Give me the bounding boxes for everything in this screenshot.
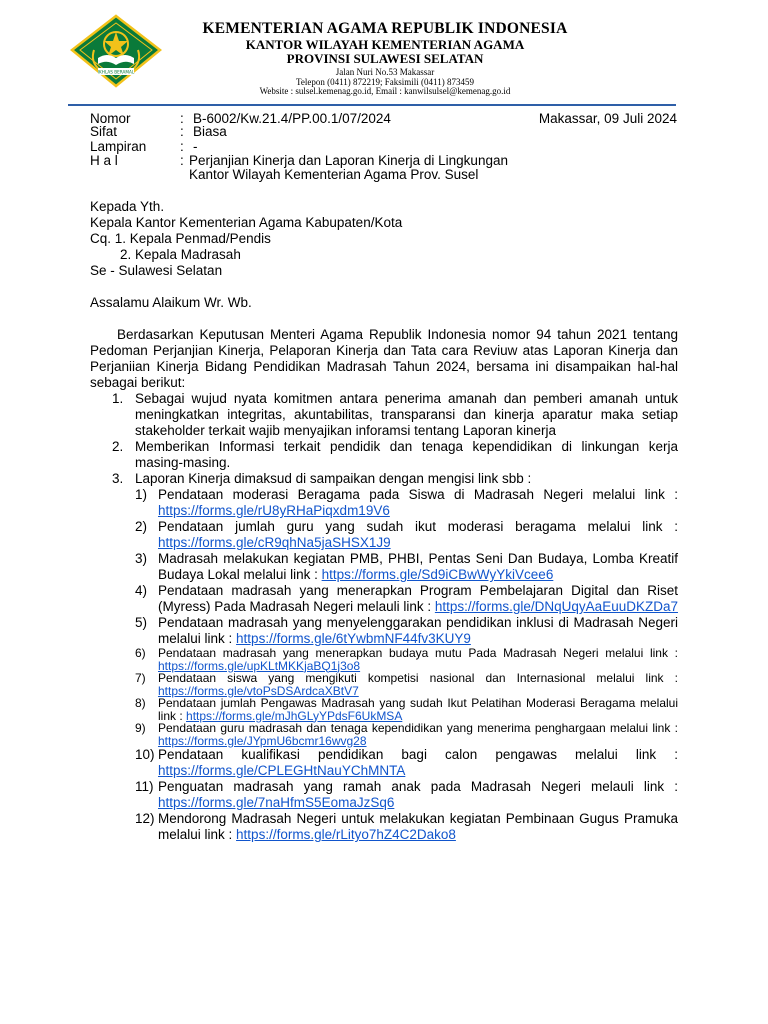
link-number: 12)	[135, 811, 155, 826]
list-item	[135, 487, 678, 519]
letterhead-divider	[68, 104, 676, 106]
letter-date: Makassar, 09 Juli 2024	[538, 111, 677, 126]
form-link[interactable]: https://forms.gle/upKLtMKKjaBQ1j3o8	[158, 658, 361, 673]
intro-paragraph: Berdasarkan Keputusan Menteri Agama Republik Indonesia nomor 94 tahun 2021 tentang Pedoman Perjanjian Kinerja, Pelaporan Kinerja dan Tata cara Reviuw atas Laporan Kinerja dan Perjaniian Kinerja Bidang Pendidikan Madrasah Tahun 2024, bersama ini disampaikan hal-hal sebagai berikut:	[90, 327, 678, 390]
link-number: 7)	[135, 671, 146, 685]
link-description: Pendataan madrasah yang menyelenggarakan pendidikan inklusi di Madrasah Negeri melalui link :	[158, 615, 678, 646]
form-link[interactable]: https://forms.gle/mJhGLyYPdsF6UkMSA	[186, 708, 403, 723]
nomor-value: B-6002/Kw.21.4/PP.00.1/07/2024	[193, 111, 391, 126]
list-item	[135, 583, 678, 615]
kemenag-logo	[70, 14, 162, 88]
list-item	[135, 551, 678, 583]
link-number: 2)	[135, 519, 148, 534]
link-description: Pendataan guru madrasah dan tenaga kependidikan yang menerima penghargaan melalui link :	[158, 721, 678, 735]
form-link[interactable]: https://forms.gle/Sd9iCBwWyYkiVcee6	[321, 567, 554, 582]
link-number: 10)	[135, 747, 155, 762]
list-item	[90, 471, 678, 843]
nomor-label: Nomor	[90, 111, 131, 126]
letterhead-ministry: KEMENTERIAN AGAMA REPUBLIK INDONESIA	[202, 20, 568, 37]
link-number: 4)	[135, 583, 148, 598]
point-text: Sebagai wujud nyata komitmen antara penerima amanah dan pemberi amanah untuk meningkatkan integritas, akuntabilitas, transparansi dan kinerja aparatur maka setiap stakeholder terkait wajib menyajikan inforamsi tentang Laporan kinerja	[135, 391, 678, 438]
form-link[interactable]: https://forms.gle/7naHfmS5EomaJzSq6	[158, 795, 395, 810]
recipient-line1: Kepada Yth.	[90, 199, 165, 214]
sifat-colon: :	[180, 124, 184, 139]
point-text: Memberikan Informasi terkait pendidik dan tenaga kependidikan di linkungan kerja masing-masing.	[135, 439, 678, 470]
point-number: 2.	[112, 439, 124, 454]
link-description: Penguatan madrasah yang ramah anak pada Madrasah Negeri melauli link :	[158, 779, 678, 794]
lampiran-label: Lampiran	[90, 139, 147, 154]
link-description: Pendataan jumlah Pengawas Madrasah yang sudah Ikut Pelatihan Moderasi Beragama melalui link :	[158, 696, 678, 723]
link-description: Madrasah melakukan kegiatan PMB, PHBI, Pentas Seni Dan Budaya, Lomba Kreatif Budaya Lokal melalui link :	[158, 551, 678, 582]
form-link[interactable]: https://forms.gle/6tYwbmNF44fv3KUY9	[236, 631, 471, 646]
list-item	[135, 672, 678, 697]
letterhead-address: Jalan Nuri No.53 Makassar	[335, 67, 435, 77]
list-item	[135, 647, 678, 672]
list-item	[135, 722, 678, 747]
points-list	[90, 391, 678, 843]
link-description: Pendataan moderasi Beragama pada Siswa di Madrasah Negeri melalui link :	[158, 487, 678, 502]
letterhead-web: Website : sulsel.kemenag.go.id, Email : kanwilsulsel@kemenag.go.id	[259, 86, 511, 96]
recipient-line5: Se - Sulawesi Selatan	[90, 263, 223, 278]
greeting: Assalamu Alaikum Wr. Wb.	[90, 295, 252, 310]
form-link[interactable]: https://forms.gle/vtoPsDSArdcaXBtV7	[158, 683, 359, 698]
link-description: Pendataan kualifikasi pendidikan bagi calon pengawas melalui link :	[158, 747, 678, 762]
letterhead-province: PROVINSI SULAWESI SELATAN	[286, 51, 484, 66]
list-item	[135, 779, 678, 811]
link-number: 8)	[135, 696, 146, 710]
link-number: 3)	[135, 551, 148, 566]
sifat-value: Biasa	[193, 124, 227, 139]
link-description: Mendorong Madrasah Negeri untuk melakukan kegiatan Pembinaan Gugus Pramuka melalui link :	[158, 811, 678, 842]
letterhead-office: KANTOR WILAYAH KEMENTERIAN AGAMA	[245, 37, 525, 52]
hal-label: H a l	[90, 153, 118, 168]
letter-body	[90, 199, 678, 843]
link-description: Pendataan jumlah guru yang sudah ikut moderasi beragama melalui link :	[158, 519, 678, 534]
list-item	[135, 615, 678, 647]
nomor-colon: :	[180, 111, 184, 126]
form-link[interactable]: https://forms.gle/CPLEGHtNauYChMNTA	[158, 763, 406, 778]
link-description: Pendataan madrasah yang menerapkan Program Pembelajaran Digital dan Riset (Myress) Pada Madrasah Negeri melauli link :	[158, 583, 678, 614]
form-link[interactable]: https://forms.gle/rU8yRHaPiqxdm19V6	[158, 503, 390, 518]
list-item	[135, 697, 678, 722]
lampiran-value: -	[193, 139, 198, 154]
recipient-line2: Kepala Kantor Kementerian Agama Kabupaten/Kota	[90, 215, 403, 230]
hal-value-line2: Kantor Wilayah Kementerian Agama Prov. Susel	[189, 167, 479, 182]
hal-colon: :	[180, 153, 184, 168]
link-number: 9)	[135, 721, 146, 735]
letterhead-phone: Telepon (0411) 872219; Faksimili (0411) 873459	[296, 77, 474, 87]
list-item	[135, 519, 678, 551]
link-number: 11)	[135, 779, 154, 794]
logo-motto: IKHLAS BERAMAL	[97, 69, 135, 75]
form-link[interactable]: https://forms.gle/JYpmU6bcmr16wvg28	[158, 733, 367, 748]
point-number: 1.	[112, 391, 124, 406]
link-number: 6)	[135, 646, 146, 660]
link-number: 5)	[135, 615, 148, 630]
form-link[interactable]: https://forms.gle/rLityo7hZ4C2Dako8	[236, 827, 456, 842]
links-list	[135, 487, 678, 843]
list-item	[135, 811, 678, 843]
link-number: 1)	[135, 487, 148, 502]
form-link[interactable]: https://forms.gle/cR9qhNa5jaSHSX1J9	[158, 535, 391, 550]
recipient-line3: Cq. 1. Kepala Penmad/Pendis	[90, 231, 271, 246]
point-number: 3.	[112, 471, 124, 486]
list-item	[135, 747, 678, 779]
hal-value-line1: Perjanjian Kinerja dan Laporan Kinerja di Lingkungan	[189, 153, 508, 168]
sifat-label: Sifat	[90, 124, 118, 139]
recipient-line4: 2. Kepala Madrasah	[120, 247, 241, 262]
lampiran-colon: :	[180, 139, 184, 154]
list-item	[90, 439, 678, 471]
form-link[interactable]: https://forms.gle/DNqUqyAaEuuDKZDa7	[434, 599, 678, 614]
link-description: Pendataan siswa yang mengikuti kompetisi nasional dan Internasional melalui link :	[158, 671, 678, 685]
point-text: Laporan Kinerja dimaksud di sampaikan dengan mengisi link sbb :	[135, 471, 532, 486]
list-item	[90, 391, 678, 439]
link-description: Pendataan madrasah yang menerapkan budaya mutu Pada Madrasah Negeri melalui link :	[158, 646, 678, 660]
